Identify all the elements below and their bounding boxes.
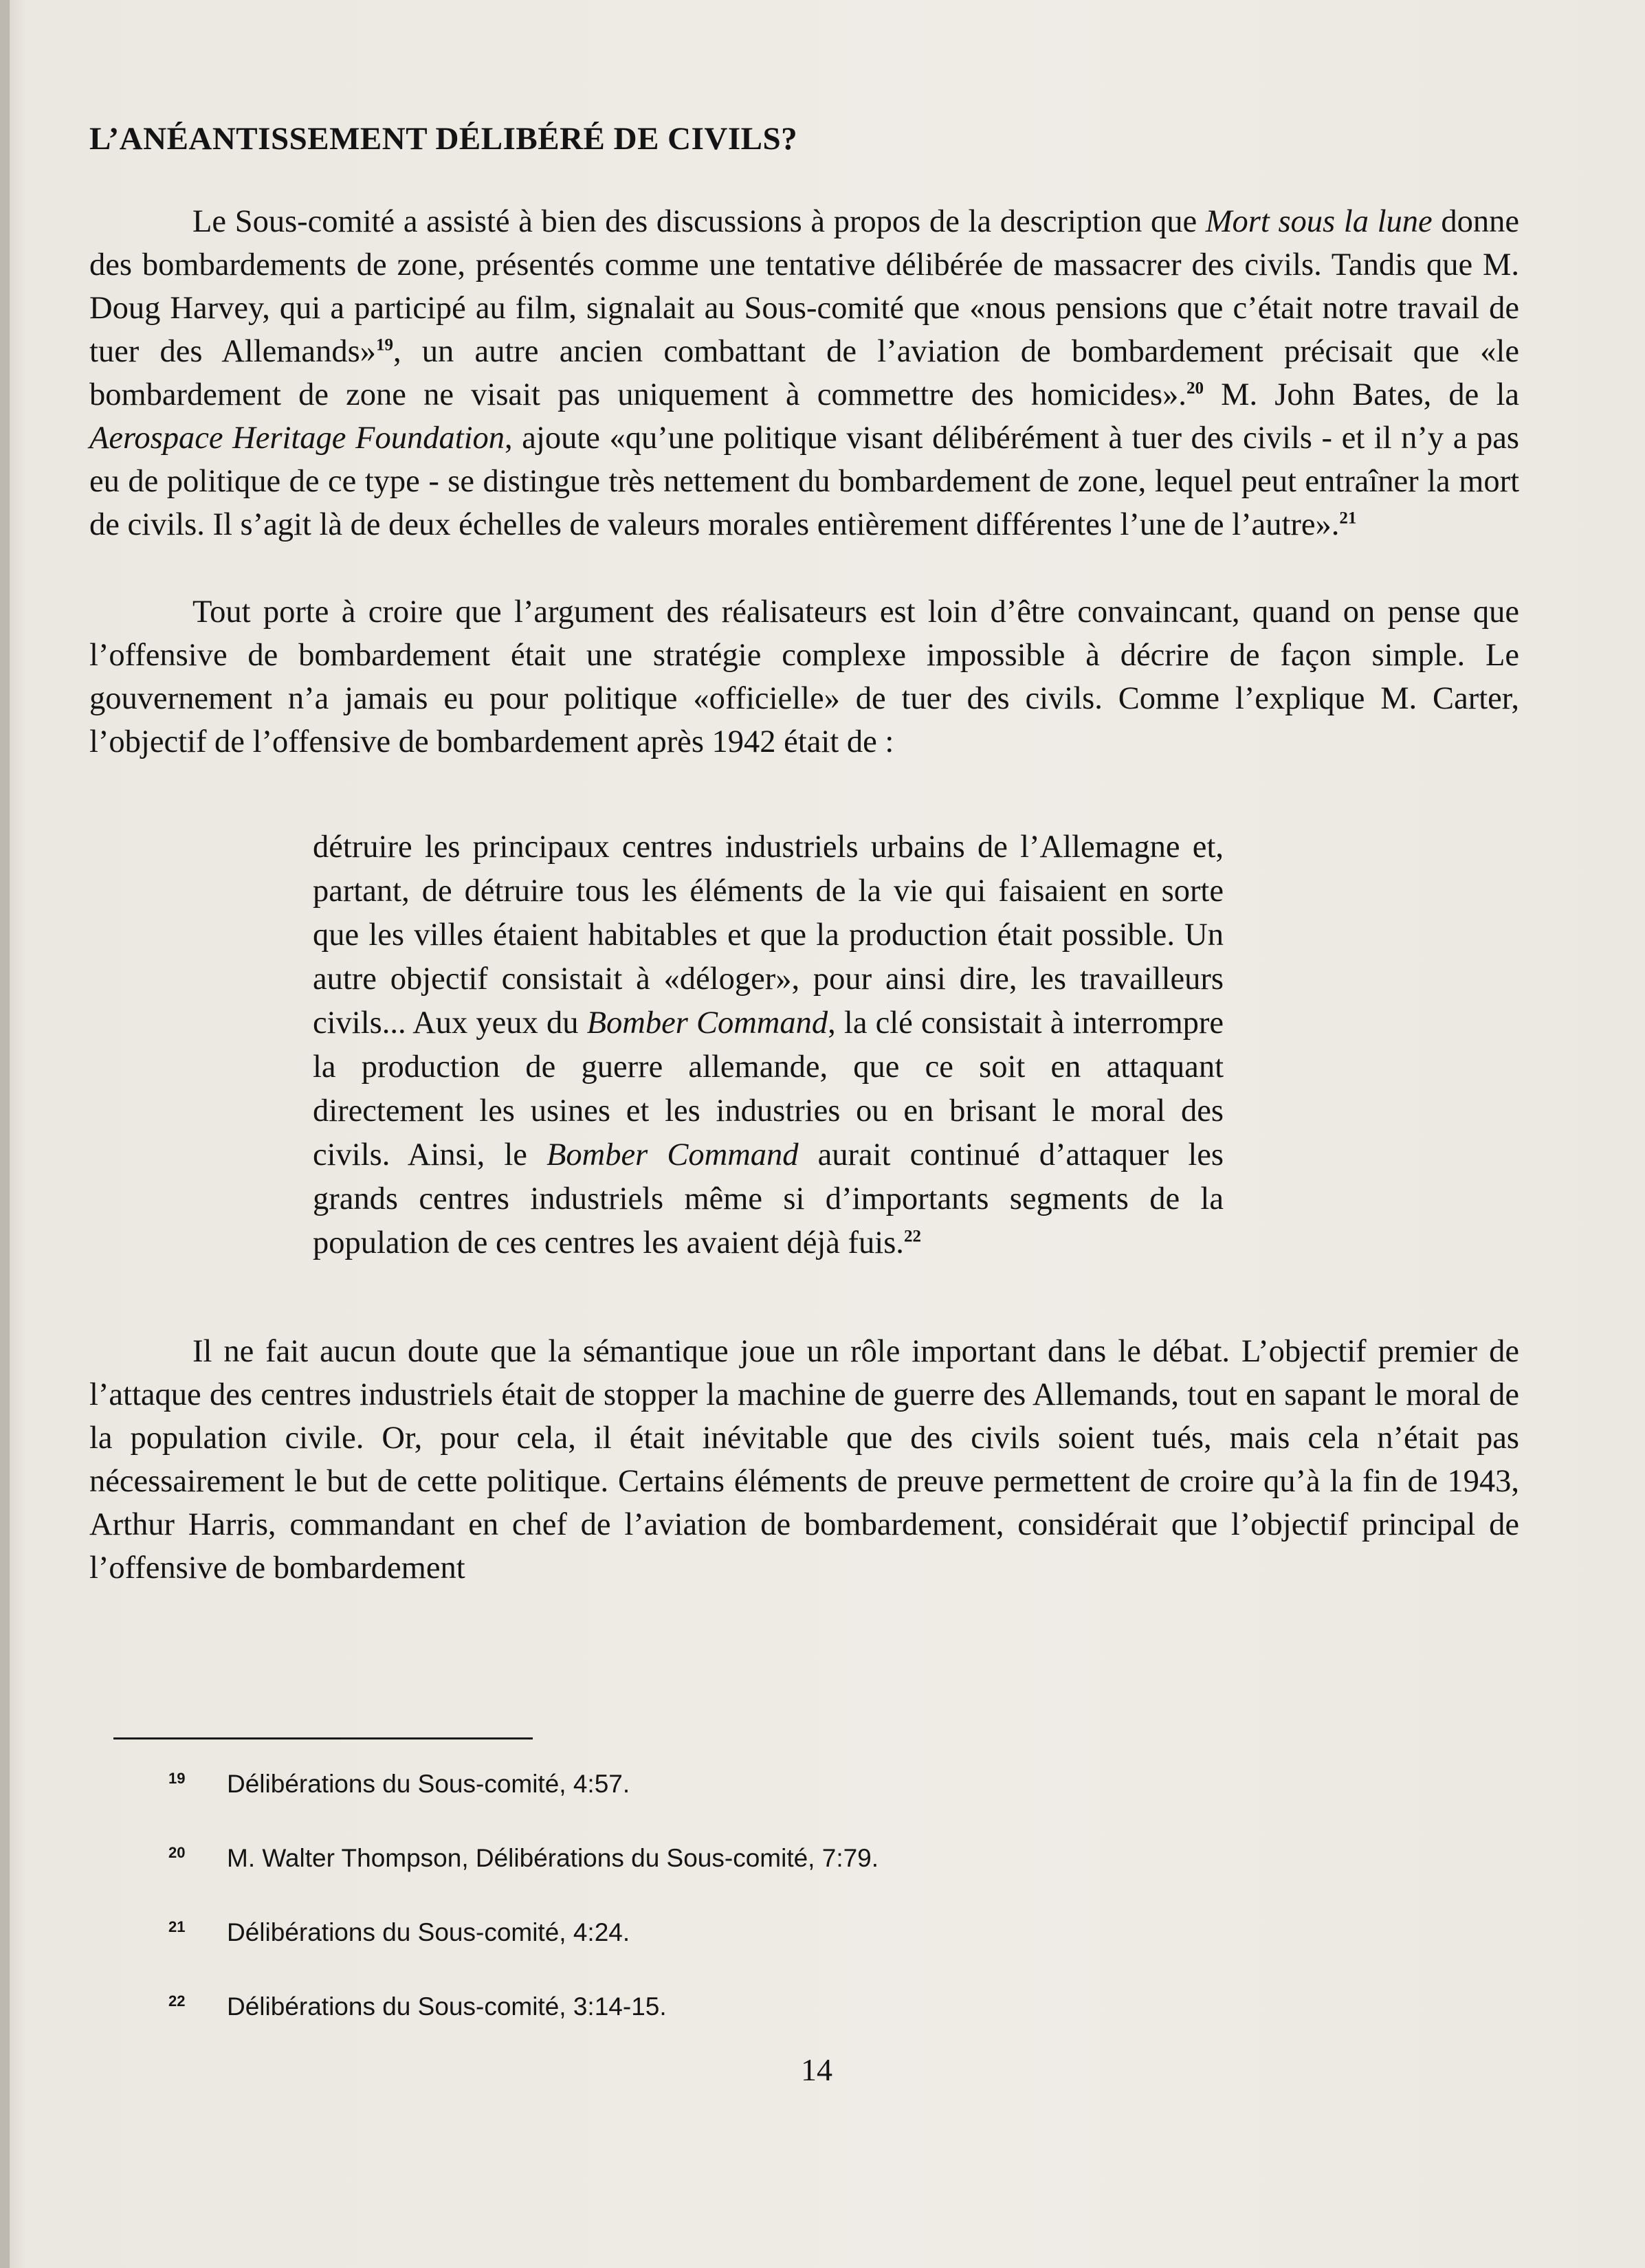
main-content xyxy=(89,120,1519,1590)
organization-name: Aerospace Heritage Foundation xyxy=(89,421,505,456)
footnote-ref-20: 20 xyxy=(1186,379,1204,398)
footnote-ref-19: 19 xyxy=(375,335,393,355)
footnote-number: 19 xyxy=(168,1770,186,1787)
footnotes xyxy=(168,1770,1337,2067)
footnote-20 xyxy=(168,1844,1337,1918)
page-number: 14 xyxy=(801,2052,832,2087)
footnote-text: Délibérations du Sous-comité, 3:14-15. xyxy=(227,1992,667,2021)
footnote-number: 22 xyxy=(168,1992,186,2010)
block-quote: détruire les principaux centres industriels urbains de l’Allemagne et, partant, de détruire tous les éléments de la vie qui faisaient en sorte que les villes étaient habitables et que la production était possible. Un autre objectif consistait à «déloger», pour ainsi dire, les travailleurs civils... Aux yeux du Bomber Command, la clé consistait à interrompre la production de guerre allemande, que ce soit en attaquant directement les usines et les industries ou en brisant le moral des civils. Ainsi, le Bomber Command aurait continué d’attaquer les grands centres industriels même si d’importants segments de la population de ces centres les avaient déjà fuis.$^{22}$ xyxy=(313,830,1224,1260)
paragraph-1: Le Sous-comité a assisté à bien des discussions à propos de la description que Mort sous la lune donne des bombardements de zone, présentés comme une tentative délibérée de massacrer des civils. Tandis que M. Doug Harvey, qui a participé au film, signalait au Sous-comité que «nous pensions que c’était notre travail de tuer des Allemands»$^{19}$, un autre ancien combattant de l’aviation de bombardement précisait que «le bombardement de zone ne visait pas uniquement à commettre des homicides».$^{20}$ M. John Bates, de la Aerospace Heritage Foundation, ajoute «qu’une politique visant délibérément à tuer des civils - et il n’y a pas eu de politique de ce type - se distingue très nettement du bombardement de zone, lequel peut entraîner la mort de civils. Il s’agit là de deux échelles de valeurs morales entièrement différentes l’une de l’autre».$^{21}$ xyxy=(89,204,1520,542)
section-heading: L’ANÉANTISSEMENT DÉLIBÉRÉ DE CIVILS? xyxy=(89,121,798,157)
paragraph-3: Il ne fait aucun doute que la sémantique joue un rôle important dans le débat. L’objectif premier de l’attaque des centres industriels était de stopper la machine de guerre des Allemands, tout en sapant le moral de la population civile. Or, pour cela, il était inévitable que des civils soient tués, mais cela n’était pas nécessairement le but de cette politique. Certains éléments de preuve permettent de croire qu’à la fin de 1943, Arthur Harris, commandant en chef de l’aviation de bombardement, considérait que l’objectif principal de l’offensive de bombardement xyxy=(89,1334,1519,1586)
footnote-19 xyxy=(168,1770,1337,1844)
footnote-divider xyxy=(113,1737,533,1739)
bomber-command-2: Bomber Command xyxy=(547,1137,799,1172)
footnote-ref-22: 22 xyxy=(903,1227,921,1246)
bomber-command-1: Bomber Command xyxy=(586,1005,828,1041)
footnote-number: 20 xyxy=(168,1844,186,1861)
paragraph-2: Tout porte à croire que l’argument des réalisateurs est loin d’être convaincant, quand on pense que l’offensive de bombardement était une stratégie complexe impossible à décrire de façon simple. Le gouvernement n’a jamais eu pour politique «officielle» de tuer des civils. Comme l’explique M. Carter, l’objectif de l’offensive de bombardement après 1942 était de : xyxy=(89,594,1519,759)
footnote-22 xyxy=(168,1992,1337,2067)
footnote-text: Délibérations du Sous-comité, 4:24. xyxy=(227,1918,630,1946)
film-title: Mort sous la lune xyxy=(1205,204,1433,239)
footnote-number: 21 xyxy=(168,1918,186,1935)
scan-edge xyxy=(0,0,10,2268)
footnote-21 xyxy=(168,1918,1337,1992)
footnote-text: Délibérations du Sous-comité, 4:57. xyxy=(227,1770,630,1798)
footnote-text: M. Walter Thompson, Délibérations du Sous-comité, 7:79. xyxy=(227,1844,879,1872)
footnote-ref-21: 21 xyxy=(1339,509,1357,528)
